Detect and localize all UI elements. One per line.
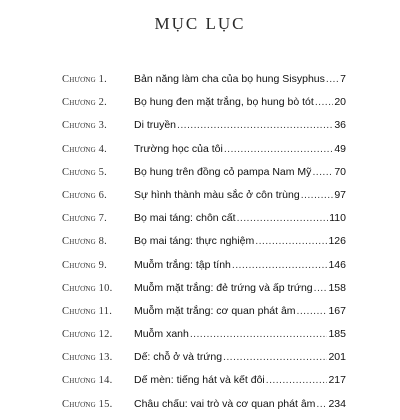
chapter-title: Muỗm trắng: tập tính bbox=[134, 258, 231, 271]
toc-entry[interactable] bbox=[0, 373, 400, 396]
chapter-line bbox=[134, 166, 346, 178]
toc-entry[interactable] bbox=[0, 304, 400, 327]
chapter-page-number: 49 bbox=[334, 142, 346, 155]
dot-leader bbox=[301, 189, 334, 201]
chapter-label: Chương 5. bbox=[62, 166, 107, 178]
chapter-line bbox=[134, 212, 346, 224]
toc-entry[interactable] bbox=[0, 142, 400, 165]
dot-leader bbox=[255, 235, 327, 247]
chapter-line bbox=[134, 73, 346, 85]
dot-leader bbox=[237, 212, 329, 224]
dot-leader bbox=[266, 374, 328, 386]
chapter-label: Chương 3. bbox=[62, 120, 107, 132]
chapter-line bbox=[134, 282, 346, 294]
toc-entry[interactable] bbox=[0, 397, 400, 420]
chapter-page-number: 20 bbox=[334, 96, 346, 109]
chapter-title: Di truyền bbox=[134, 119, 177, 132]
chapter-line bbox=[134, 119, 346, 131]
toc-entry[interactable] bbox=[0, 281, 400, 304]
chapter-page-number: 217 bbox=[328, 374, 346, 387]
dot-leader bbox=[223, 351, 327, 363]
chapter-line bbox=[134, 374, 346, 386]
chapter-page-number: 36 bbox=[334, 119, 346, 132]
toc-entry[interactable] bbox=[0, 258, 400, 281]
chapter-title: Bản năng làm cha của bọ hung Sisyphus bbox=[134, 73, 325, 85]
dot-leader bbox=[177, 119, 333, 131]
toc-entry[interactable] bbox=[0, 350, 400, 373]
toc-entry[interactable] bbox=[0, 188, 400, 211]
chapter-label: Chương 14. bbox=[62, 375, 113, 387]
chapter-label: Chương 9. bbox=[62, 259, 107, 271]
chapter-title: Châu chấu: vai trò và cơ quan phát âm bbox=[134, 397, 316, 410]
chapter-title: Muỗm mặt trắng: đẻ trứng và ấp trứng bbox=[134, 281, 313, 294]
toc-entry[interactable] bbox=[0, 211, 400, 234]
chapter-label: Chương 13. bbox=[62, 352, 113, 364]
chapter-title: Sự hình thành màu sắc ở côn trùng bbox=[134, 188, 300, 201]
chapter-page-number: 185 bbox=[328, 328, 346, 341]
chapter-label: Chương 8. bbox=[62, 236, 107, 248]
chapter-line bbox=[134, 398, 346, 410]
chapter-label: Chương 2. bbox=[62, 97, 107, 109]
dot-leader bbox=[316, 398, 327, 410]
chapter-title: Dế mèn: tiếng hát và kết đôi bbox=[134, 374, 265, 387]
chapter-label: Chương 15. bbox=[62, 398, 113, 410]
chapter-page-number: 158 bbox=[328, 281, 346, 294]
chapter-page-number: 70 bbox=[334, 165, 346, 178]
chapter-label: Chương 1. bbox=[62, 74, 107, 85]
chapter-page-number: 201 bbox=[328, 351, 346, 364]
chapter-label: Chương 11. bbox=[62, 305, 113, 317]
chapter-line bbox=[134, 305, 346, 317]
dot-leader bbox=[326, 73, 339, 85]
dot-leader bbox=[232, 259, 328, 271]
toc-list bbox=[0, 72, 400, 420]
chapter-line bbox=[134, 96, 346, 108]
toc-entry[interactable] bbox=[0, 165, 400, 188]
dot-leader bbox=[297, 305, 328, 317]
chapter-line bbox=[134, 143, 346, 155]
chapter-title: Bọ hung trên đồng cỏ pampa Nam Mỹ bbox=[134, 165, 312, 178]
chapter-page-number: 7 bbox=[340, 73, 346, 85]
chapter-page-number: 97 bbox=[334, 188, 346, 201]
chapter-line bbox=[134, 351, 346, 363]
toc-entry[interactable] bbox=[0, 95, 400, 118]
chapter-line bbox=[134, 189, 346, 201]
chapter-label: Chương 10. bbox=[62, 282, 113, 294]
chapter-label: Chương 4. bbox=[62, 143, 107, 155]
chapter-label: Chương 6. bbox=[62, 189, 107, 201]
chapter-title: Muỗm xanh bbox=[134, 328, 189, 341]
dot-leader bbox=[314, 282, 328, 294]
chapter-title: Bọ mai táng: thực nghiệm bbox=[134, 235, 255, 248]
chapter-page-number: 110 bbox=[329, 212, 346, 225]
chapter-page-number: 234 bbox=[328, 397, 346, 410]
toc-entry[interactable] bbox=[0, 72, 400, 95]
chapter-label: Chương 12. bbox=[62, 329, 113, 341]
dot-leader bbox=[190, 328, 328, 340]
chapter-label: Chương 7. bbox=[62, 213, 107, 225]
chapter-title: Bọ mai táng: chôn cất bbox=[134, 212, 236, 225]
dot-leader bbox=[312, 166, 333, 178]
dot-leader bbox=[224, 143, 333, 155]
chapter-page-number: 167 bbox=[328, 304, 346, 317]
chapter-page-number: 126 bbox=[328, 235, 346, 248]
chapter-page-number: 146 bbox=[328, 258, 346, 271]
page-title: MỤC LỤC bbox=[154, 14, 246, 33]
toc-entry[interactable] bbox=[0, 118, 400, 141]
chapter-line bbox=[134, 235, 346, 247]
chapter-title: Muỗm mặt trắng: cơ quan phát âm bbox=[134, 304, 296, 317]
toc-entry[interactable] bbox=[0, 327, 400, 350]
toc-entry[interactable] bbox=[0, 234, 400, 257]
chapter-line bbox=[134, 259, 346, 271]
chapter-title: Dế: chỗ ở và trứng bbox=[134, 351, 223, 364]
chapter-title: Trường học của tôi bbox=[134, 142, 223, 155]
chapter-title: Bọ hung đen mặt trắng, bọ hung bò tót bbox=[134, 96, 314, 109]
dot-leader bbox=[315, 96, 334, 108]
chapter-line bbox=[134, 328, 346, 340]
